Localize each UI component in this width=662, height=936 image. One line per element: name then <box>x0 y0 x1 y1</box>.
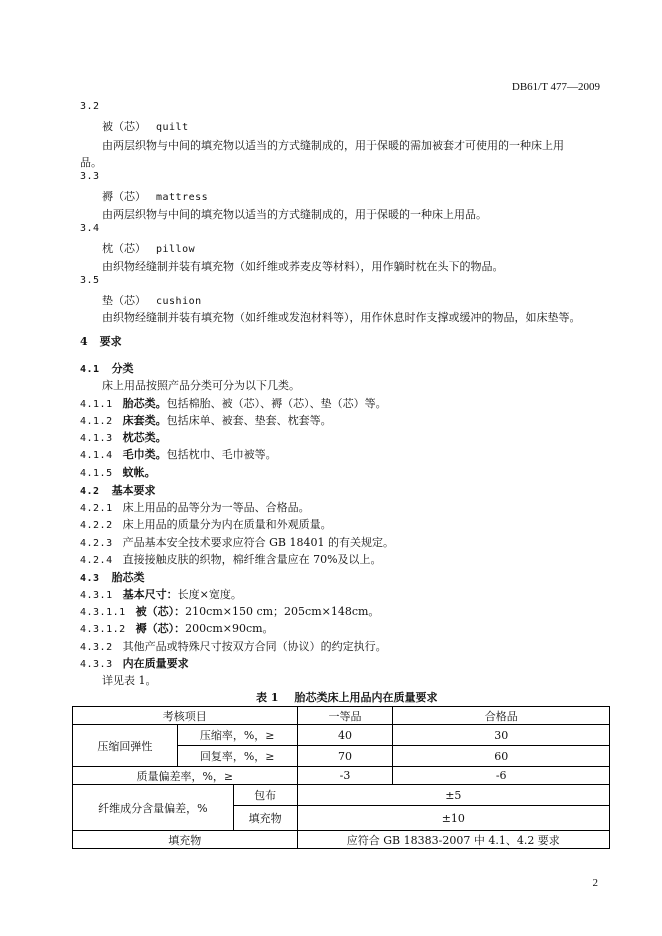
list-item: 4.2.4 直接接触皮肤的织物，棉纤维含量应在 70%及以上。 <box>80 553 382 566</box>
term-description: 由两层织物与中间的填充物以适当的方式缝制成的，用于保暖的一种床上用品。 <box>102 208 487 221</box>
list-item: 4.3.3 内在质量要求 <box>80 657 189 670</box>
list-item: 4.1.2 床套类。包括床单、被套、垫套、枕套等。 <box>80 414 332 427</box>
compression-label: 压缩率，%，≥ <box>177 725 297 746</box>
term-description: 由织物经缝制并装有填充物（如纤维或发泡材料等），用作休息时作支撑或缓冲的物品，如床垫等。 <box>102 311 581 324</box>
recovery-pass: 60 <box>393 746 610 767</box>
term-title: 被（芯） quilt <box>102 120 189 133</box>
quality-table <box>72 706 610 849</box>
table-header-row <box>73 707 610 725</box>
clause-number: 3.2 <box>80 101 100 112</box>
term-description: 由两层织物与中间的填充物以适当的方式缝制成的，用于保暖的需加被套才可使用的一种床上用 <box>102 139 564 152</box>
paragraph: 详见表 1。 <box>102 674 157 687</box>
list-item: 4.2.2 床上用品的质量分为内在质量和外观质量。 <box>80 518 332 531</box>
recovery-label: 回复率，%，≥ <box>177 746 297 767</box>
subsection-heading: 4.2 基本要求 <box>80 484 156 497</box>
term-description: 由织物经缝制并装有填充物（如纤维或荞麦皮等材料），用作躺时枕在头下的物品。 <box>102 260 504 273</box>
fiber-filling-value: ±10 <box>297 806 609 831</box>
filling-value: 应符合 GB 18383-2007 中 4.1、4.2 要求 <box>297 831 609 849</box>
list-item: 4.1.4 毛巾类。包括枕巾、毛巾被等。 <box>80 448 277 461</box>
header-item: 考核项目 <box>73 707 298 725</box>
list-item: 4.1.3 枕芯类。 <box>80 431 167 444</box>
document-code: DB61/T 477—2009 <box>511 81 600 93</box>
table-row <box>73 831 610 849</box>
list-item: 4.3.1.2 褥（芯）：200cm×90cm。 <box>80 622 274 635</box>
list-item: 4.3.1 基本尺寸：长度×宽度。 <box>80 588 242 601</box>
mass-deviation-first: -3 <box>297 767 393 785</box>
paragraph: 床上用品按照产品分类可分为以下几类。 <box>102 379 300 392</box>
subsection-heading: 4.1 分类 <box>80 362 134 375</box>
term-title: 枕（芯） pillow <box>102 242 196 255</box>
header-first-grade: 一等品 <box>297 707 393 725</box>
list-item: 4.2.3 产品基本安全技术要求应符合 GB 18401 的有关规定。 <box>80 536 394 549</box>
table-row <box>73 767 610 785</box>
term-title: 垫（芯） cushion <box>102 294 202 307</box>
list-item: 4.3.1.1 被（芯）：210cm×150 cm；205cm×148cm。 <box>80 605 380 618</box>
fiber-filling-label: 填充物 <box>233 806 297 831</box>
recovery-first: 70 <box>297 746 393 767</box>
resilience-label: 压缩回弹性 <box>73 725 178 767</box>
list-item: 4.3.2 其他产品或特殊尺寸按双方合同（协议）的约定执行。 <box>80 640 387 653</box>
subsection-heading: 4.3 胎芯类 <box>80 571 145 584</box>
list-item: 4.2.1 床上用品的品等分为一等品、合格品。 <box>80 501 310 514</box>
filling-label: 填充物 <box>73 831 298 849</box>
table-row <box>73 725 610 746</box>
list-item: 4.1.5 蚊帐。 <box>80 466 156 479</box>
term-description-cont: 品。 <box>80 156 102 169</box>
fiber-fabric-label: 包布 <box>233 785 297 806</box>
term-title: 褥（芯） mattress <box>102 190 209 203</box>
table-caption: 表 1 胎芯类床上用品内在质量要求 <box>256 691 438 704</box>
section-heading: 4 要求 <box>80 335 122 348</box>
table-row <box>73 785 610 806</box>
fiber-deviation-label: 纤维成分含量偏差，% <box>73 785 234 831</box>
fiber-fabric-value: ±5 <box>297 785 609 806</box>
compression-first: 40 <box>297 725 393 746</box>
compression-pass: 30 <box>393 725 610 746</box>
mass-deviation-label: 质量偏差率，%，≥ <box>73 767 298 785</box>
mass-deviation-pass: -6 <box>393 767 610 785</box>
list-item: 4.1.1 胎芯类。包括棉胎、被（芯）、褥（芯）、垫（芯）等。 <box>80 397 387 410</box>
page-number: 2 <box>592 877 598 889</box>
clause-number: 3.4 <box>80 223 100 234</box>
header-pass-grade: 合格品 <box>393 707 610 725</box>
clause-number: 3.3 <box>80 171 100 182</box>
clause-number: 3.5 <box>80 275 100 286</box>
